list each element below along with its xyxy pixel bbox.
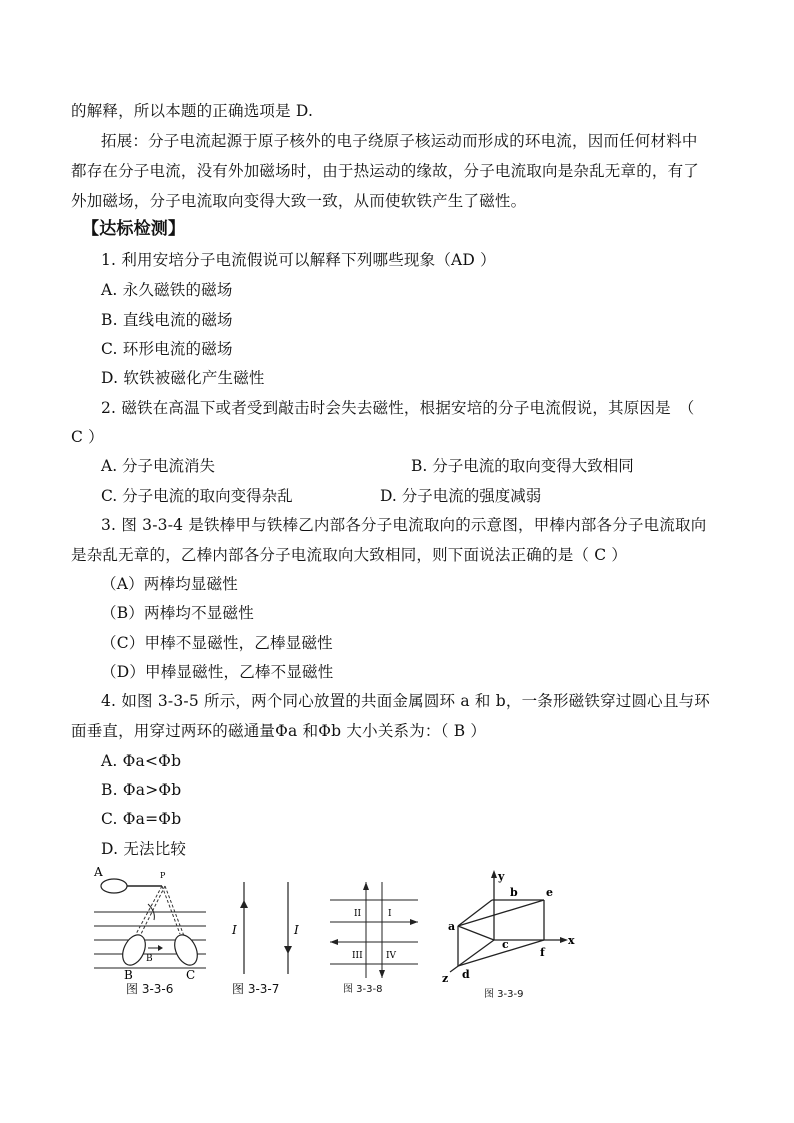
question-2-option-d: D. 分子电流的强度减弱 (380, 487, 542, 505)
figure-label: B (146, 954, 153, 964)
question-4-option-b: B. Φa>Φb (101, 781, 182, 799)
figure-label: I (232, 923, 237, 937)
figure-3-3-8 (326, 878, 422, 982)
question-1-option-d: D. 软铁被磁化产生磁性 (101, 369, 265, 387)
figure-label: A (94, 865, 103, 879)
figure-caption: 图 3-3-6 (126, 982, 174, 996)
question-2-option-a: A. 分子电流消失 (101, 457, 216, 475)
figure-3-3-6 (88, 864, 208, 999)
question-4-option-d: D. 无法比较 (101, 840, 187, 858)
figure-label: y (498, 870, 505, 883)
figure-label: x (568, 934, 575, 947)
question-1-option-a: A. 永久磁铁的磁场 (101, 281, 233, 299)
paragraph-line: 拓展：分子电流起源于原子核外的电子绕原子核运动而形成的环电流，因而任何材料中 (101, 132, 698, 150)
figure-label: f (540, 946, 545, 959)
question-2-answer: C ） (71, 428, 104, 446)
figure-caption: 图 3-3-9 (484, 989, 524, 1000)
figure-label: c (502, 938, 509, 951)
figure-caption: 图 3-3-7 (232, 982, 280, 996)
figure-label: C (186, 968, 196, 982)
question-3-stem: 3. 图 3-3-4 是铁棒甲与铁棒乙内部各分子电流取向的示意图，甲棒内部各分子电流取向 (101, 516, 707, 534)
question-1-option-c: C. 环形电流的磁场 (101, 340, 233, 358)
paragraph-line: 的解释，所以本题的正确选项是 D. (71, 102, 314, 120)
figure-label: d (462, 968, 470, 981)
figure-label: a (448, 920, 456, 933)
figure-label: e (546, 886, 553, 899)
question-3-option-c: （C）甲棒不显磁性，乙棒显磁性 (101, 634, 333, 652)
question-4-option-a: A. Φa<Φb (101, 752, 182, 770)
figure-label: III (352, 951, 363, 961)
figure-label: IV (386, 951, 397, 961)
question-3-option-d: （D）甲棒显磁性，乙棒不显磁性 (101, 663, 334, 681)
question-4-option-c: C. Φa=Φb (101, 810, 182, 828)
question-4-stem: 4. 如图 3-3-5 所示，两个同心放置的共面金属圆环 a 和 b，一条形磁铁穿过圆心且与环 (101, 692, 710, 710)
figure-label: z (442, 972, 449, 984)
paragraph-line: 外加磁场，分子电流取向变得大致一致，从而使软铁产生了磁性。 (71, 192, 527, 210)
figure-3-3-9 (434, 866, 582, 984)
paragraph-line: 都存在分子电流，没有外加磁场时，由于热运动的缘故，分子电流取向是杂乱无章的，有了 (71, 162, 700, 180)
question-1-stem: 1. 利用安培分子电流假说可以解释下列哪些现象（AD ） (101, 251, 496, 269)
figure-label: b (510, 886, 518, 899)
question-2-option-b: B. 分子电流的取向变得大致相同 (411, 457, 634, 475)
figure-label: B (124, 968, 133, 982)
figure-label: II (354, 909, 362, 919)
figure-label: I (294, 923, 299, 937)
figure-caption: 图 3-3-8 (343, 984, 383, 995)
question-3-option-a: （A）两棒均显磁性 (101, 575, 238, 593)
question-2-option-c: C. 分子电流的取向变得杂乱 (101, 487, 293, 505)
question-2-stem: 2. 磁铁在高温下或者受到敲击时会失去磁性，根据安培的分子电流假说，其原因是 （ (101, 399, 695, 417)
section-heading: 【达标检测】 (82, 219, 186, 239)
question-3-option-b: （B）两棒均不显磁性 (101, 604, 254, 622)
question-3-stem-cont: 是杂乱无章的，乙棒内部各分子电流取向大致相同，则下面说法正确的是（ C ） (71, 546, 628, 564)
figure-label: I (388, 909, 392, 919)
figure-3-3-7 (222, 878, 312, 978)
figure-label: P (160, 871, 166, 880)
question-4-stem-cont: 面垂直，用穿过两环的磁通量Φa 和Φb 大小关系为：（ B ） (71, 722, 487, 740)
question-1-option-b: B. 直线电流的磁场 (101, 311, 233, 329)
